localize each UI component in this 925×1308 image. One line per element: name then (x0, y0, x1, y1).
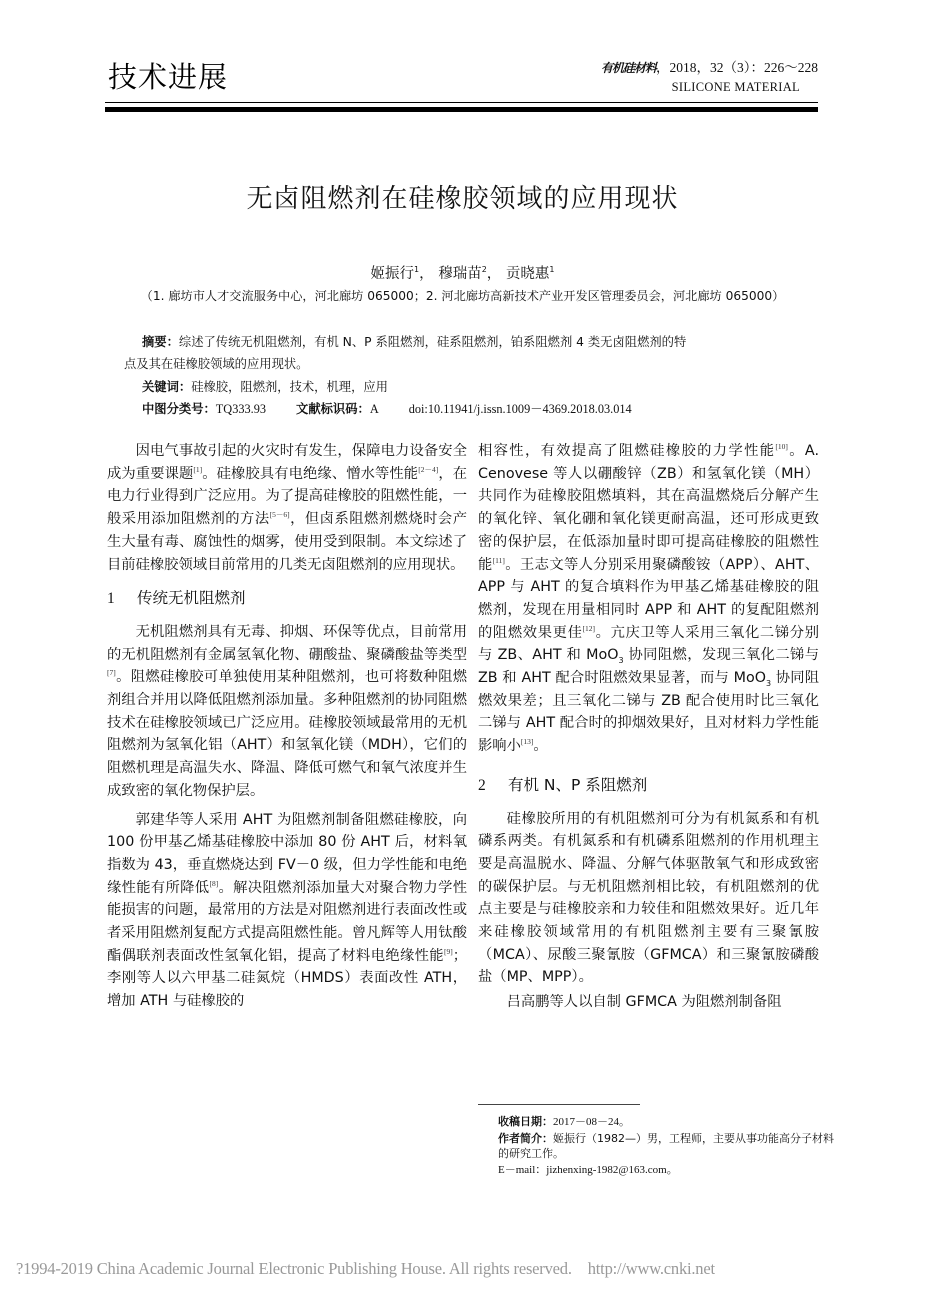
abstract-text: 综述了传统无机阻燃剂，有机 N、P 系阻燃剂，硅系阻燃剂，铂系阻燃剂 4 类无卤阻燃剂的特 (178, 335, 687, 349)
author-separator: ， (419, 266, 434, 282)
copyright-footer (16, 1259, 715, 1279)
citation-ref[interactable]: [1] (193, 464, 203, 474)
citation-ref[interactable]: [2－4] (418, 464, 439, 474)
section-heading-2 (478, 774, 819, 798)
email-link[interactable]: jizhenxing-1982@163.com。 (546, 1163, 678, 1176)
journal-name: 有机硅材料 (600, 61, 656, 75)
text-run: ，在电力行业得到广泛应用。为了提高硅橡胶的阻燃性能，一般采用添加阻燃剂的方法 (107, 465, 468, 528)
text-run: 郭建华等人采用 AHT 为阻燃剂制备阻燃硅橡胶，向 100 份甲基乙烯基硅橡胶中添加 80 份 AHT 后，材料氧指数为 43，垂直燃烧达到 FV－0 级，但力学性能和电绝缘性能有所降低 (107, 811, 467, 896)
author-separator: ， (486, 266, 502, 282)
paragraph (107, 809, 467, 1013)
text-run: 相容性，有效提高了阻燃硅橡胶的力学性能 (478, 443, 776, 459)
abstract-block (124, 331, 797, 420)
citation-ref[interactable]: [7] (107, 668, 116, 678)
abstract-continuation: 点及其在硅橡胶领域的应用现状。 (124, 357, 309, 372)
received-date (498, 1114, 838, 1131)
email-label: E－mail： (498, 1163, 547, 1176)
doc-code-value: A (369, 401, 379, 416)
author-affiliation-mark: 1 (414, 265, 420, 275)
text-run: 。亢庆卫等人采用三氧化二锑分别与 ZB、AHT 和 MoO (478, 624, 820, 664)
citation-ref[interactable]: [9] (443, 947, 453, 956)
classification-line (142, 398, 797, 420)
citation-ref[interactable]: [13] (520, 737, 534, 747)
doi-label: doi: (408, 401, 428, 416)
text-run: ，但卤系阻燃剂燃烧时会产生大量有毒、腐蚀性的烟雾，使用受到限制。本文综述了目前硅橡胶领域目前常用的几类无卤阻燃剂的应用现状。 (107, 511, 467, 573)
journal-citation (601, 56, 818, 76)
paragraph: 硅橡胶所用的有机阻燃剂可分为有机氮系和有机磷系两类。有机氮系和有机磷系阻燃剂的作用机理主要是高温脱水、降温、分解气体驱散氧气和形成致密的碳保护层。与无机阻燃剂相比较，有机阻燃剂的优点主要是与硅橡胶亲和力较佳和阻燃效果好。近几年来硅橡胶领域常用的有机阻燃剂主要有三聚氰胺（MCA）、尿酸三聚氰胺（GFMCA）和三聚氰胺磷酸盐（MP、MPP）。 (478, 810, 819, 986)
journal-english-name: SILICONE MATERIAL (671, 80, 800, 94)
section-title: 传统无机阻燃剂 (137, 589, 246, 608)
text-run: 。硅橡胶具有电绝缘、憎水等性能 (202, 465, 419, 482)
bio-label: 作者简介： (498, 1131, 553, 1145)
author-bio (498, 1131, 838, 1162)
text-run: 因电气事故引起的火灾时有发生，保障电力设备安全成为重要课题 (107, 443, 467, 482)
affiliations: （1. 廊坊市人才交流服务中心，河北廊坊 065000；2. 河北廊坊高新技术产业开发区管理委员会，河北廊坊 065000） (140, 289, 785, 303)
footnote-rule (478, 1104, 640, 1105)
header-rule-thick (105, 107, 818, 112)
text-run: 。王志文等人分别采用聚磷酸铵（APP）、AHT、APP 与 AHT 的复合填料作为甲基乙烯基硅橡胶的阻燃剂，发现在用量相同时 APP 和 AHT 的复配阻燃剂的阻燃效果更佳 (478, 556, 820, 641)
text-run: 。阻燃硅橡胶可单独使用某种阻燃剂，也可将数种阻燃剂组合并用以降低阻燃剂添加量。多种阻燃剂的协同阻燃技术在硅橡胶领域已广泛应用。硅橡胶领域最常用的无机阻燃剂为氢氧化铝（AHT）和氢氧化镁（MDH），它们的阻燃机理是高温失水、降温、降低可燃气和氧气浓度并生成致密的氧化物保护层。 (107, 669, 467, 799)
paragraph-continuation (478, 440, 819, 758)
section-title: 有机 N、P 系阻燃剂 (508, 775, 648, 794)
citation-ref[interactable]: [11] (492, 555, 505, 565)
section-heading-1 (107, 587, 467, 611)
keywords (142, 376, 797, 398)
citation-ref[interactable]: [5－6] (269, 510, 290, 520)
intro-paragraph (107, 440, 467, 576)
text-run: 无机阻燃剂具有无毒、抑烟、环保等优点，目前常用的无机阻燃剂有金属氢氧化物、硼酸盐、聚磷酸盐等类型 (107, 623, 467, 663)
received-value: 2017－08－24。 (553, 1116, 630, 1128)
section-number: 1 (107, 590, 115, 608)
paragraph: 吕高鹏等人以自制 GFMCA 为阻燃剂制备阻 (506, 994, 782, 1011)
doc-code-label: 文献标识码： (296, 401, 370, 416)
author-list (0, 262, 925, 283)
citation-ref[interactable]: [10] (775, 442, 788, 452)
author: 姬振行 (370, 266, 414, 282)
subscript: 3 (618, 656, 624, 666)
clc-label: 中图分类号： (142, 401, 216, 416)
text-run: ；李刚等人以六甲基二硅氮烷（HMDS）表面改性 ATH，增加 ATH 与硅橡胶的 (107, 947, 467, 1010)
footnotes (498, 1114, 838, 1178)
bio-text: 姬振行（1982—）男，工程师，主要从事功能高分子材料的研究工作。 (498, 1131, 834, 1161)
journal-volume-pages: ，2018，32（3）：226～228 (656, 60, 818, 75)
article-title: 无卤阻燃剂在硅橡胶领域的应用现状 (246, 184, 679, 214)
author: 贡晓惠 (505, 266, 550, 282)
author-email (498, 1162, 838, 1179)
subscript: 3 (765, 678, 772, 688)
body-column-right (478, 440, 819, 1014)
citation-ref[interactable]: [12] (582, 623, 596, 633)
body-column-left (107, 440, 467, 1013)
copyright-text: ?1994-2019 China Academic Journal Electronic Publishing House. All rights reserved. (16, 1259, 572, 1278)
text-run: 协同阻燃效果差；且三氧化二锑与 ZB 配合使用时比三氧化二锑与 AHT 配合时的抑烟效果好，且对材料力学性能影响小 (478, 670, 819, 755)
section-number: 2 (478, 776, 486, 794)
text-run: 。解决阻燃剂添加量大对聚合物力学性能损害的问题，最常用的方法是对阻燃剂进行表面改性或者采用阻燃剂复配方式提高阻燃性能。曾凡辉等人用钛酸酯偶联剂表面改性氢氧化铝，提高了材料电绝缘性能 (107, 879, 468, 964)
section-tag: 技术进展 (108, 60, 229, 94)
clc-value: TQ333.93 (215, 401, 267, 416)
author-affiliation-mark: 1 (549, 265, 555, 275)
cnki-url-link[interactable]: http://www.cnki.net (587, 1259, 715, 1278)
received-label: 收稿日期： (498, 1115, 553, 1128)
doi-link[interactable]: 10.11941/j.issn.1009－4369.2018.03.014 (427, 401, 632, 416)
text-run: 。A. Cenovese 等人以硼酸锌（ZB）和氢氧化镁（MH）共同作为硅橡胶阻燃填料，其在高温燃烧后分解产生的氧化锌、氧化硼和氧化镁更耐高温，还可形成更致密的保护层，在低添加量时即可提高硅橡胶的阻燃性能 (478, 443, 820, 573)
keywords-text: 硅橡胶，阻燃剂，技术，机理，应用 (191, 379, 388, 394)
citation-ref[interactable]: [8] (209, 878, 219, 888)
keywords-label: 关键词： (142, 379, 192, 394)
abstract (142, 331, 797, 353)
paragraph (107, 621, 467, 803)
text-run: 。 (533, 738, 548, 755)
text-run: 协同阻燃，发现三氧化二锑与 ZB 和 AHT 配合时阻燃效果显著，而与 MoO (478, 647, 819, 687)
author: 穆瑞苗 (438, 266, 482, 282)
abstract-label: 摘要： (142, 335, 179, 349)
header-rule-thin (105, 102, 818, 103)
author-affiliation-mark: 2 (481, 265, 487, 275)
